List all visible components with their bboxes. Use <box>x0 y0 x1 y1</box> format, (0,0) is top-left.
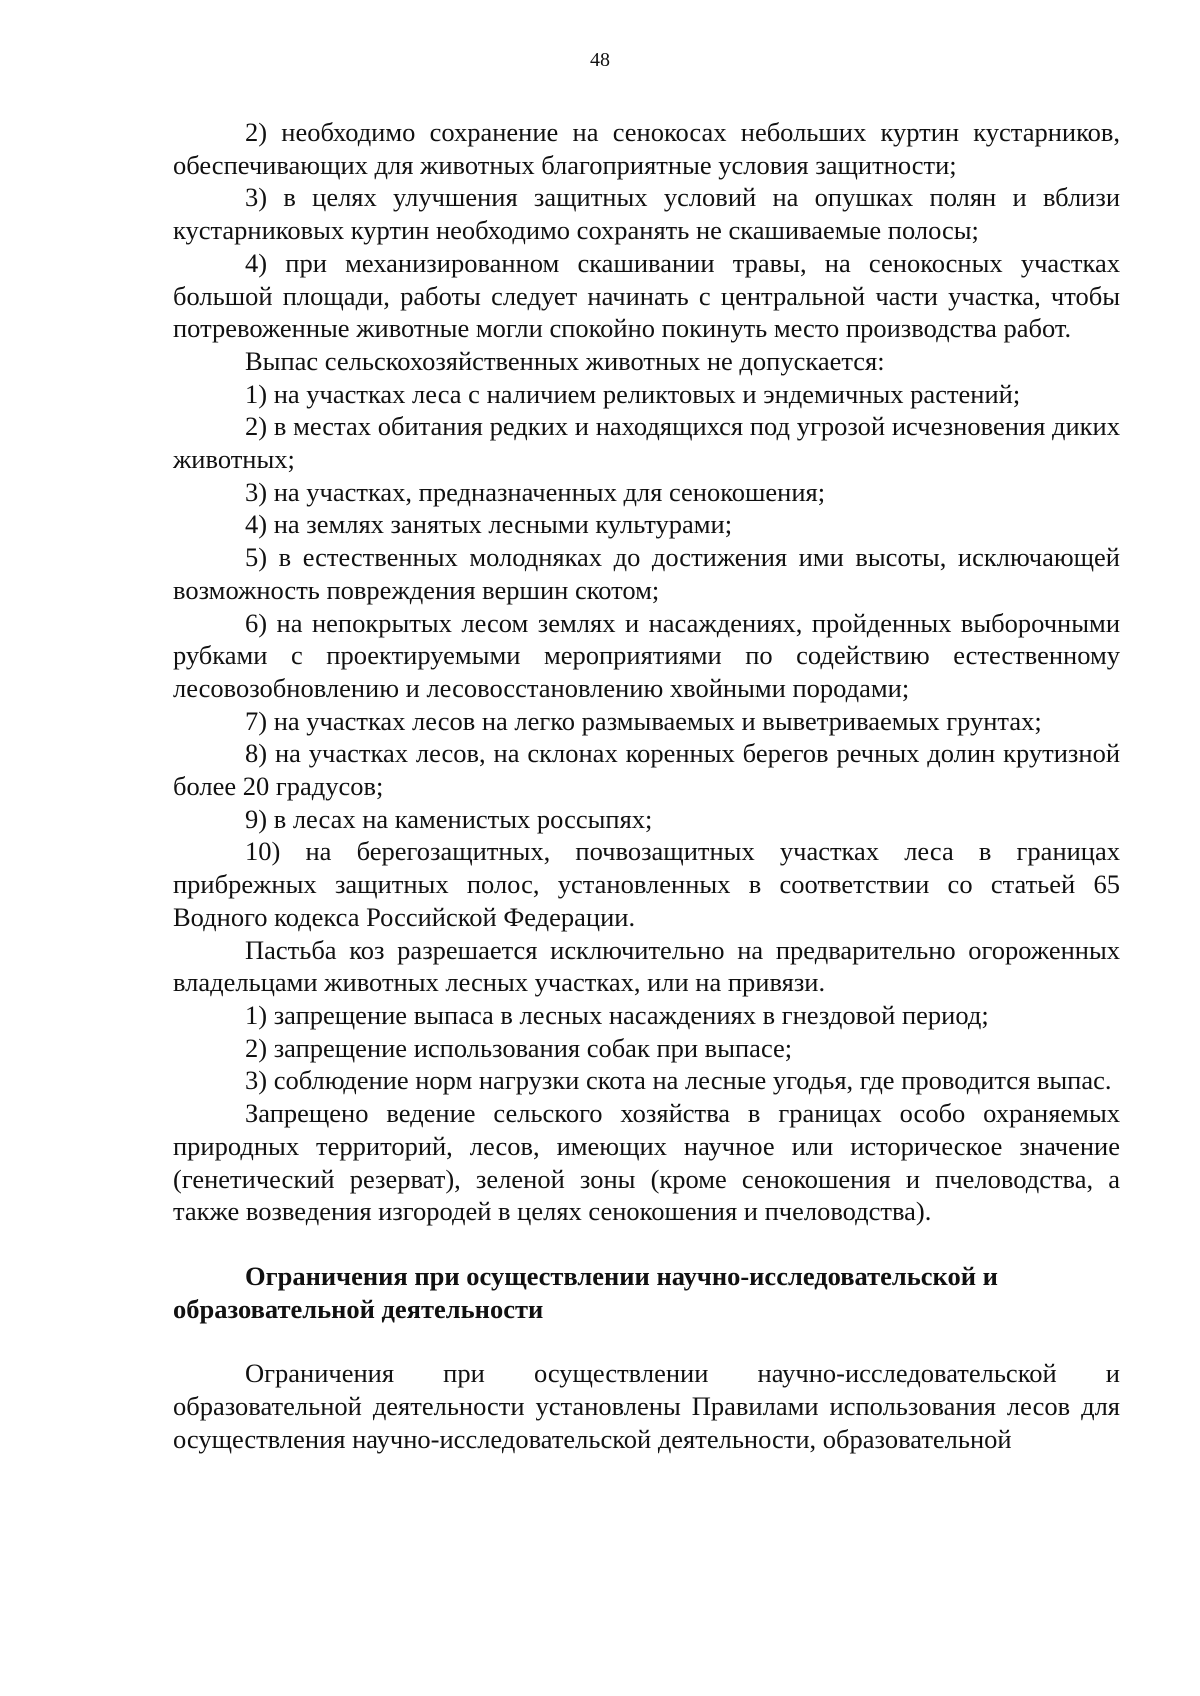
list-item: 2) запрещение использования собак при выпасе; <box>245 1032 793 1063</box>
list-item: 8) на участках лесов, на склонах коренных берегов речных долин крутизной более 20 градусов; <box>173 738 1120 802</box>
paragraph: Пастьба коз разрешается исключительно на предварительно огороженных владельцами животных лесных участках, или на привязи. <box>173 934 1120 998</box>
list-item: 1) запрещение выпаса в лесных насаждениях в гнездовой период; <box>245 999 989 1030</box>
paragraph: 4) при механизированном скашивании травы, на сенокосных участках большой площади, работы следует начинать с центральной части участка, чтобы потревоженные животные могли спокойно покинуть место производства работ. <box>173 247 1120 344</box>
list-item: 1) на участках леса с наличием реликтовых и эндемичных растений; <box>245 378 1021 409</box>
paragraph: Ограничения при осуществлении научно-исследовательской и образовательной деятельности установлены Правилами использования лесов для осуществления научно-исследовательской деятельности, образовательной <box>173 1358 1120 1454</box>
list-item: 2) в местах обитания редких и находящихся под угрозой исчезновения диких животных; <box>173 411 1120 475</box>
list-item: 5) в естественных молодняках до достижения ими высоты, исключающей возможность повреждения вершин скотом; <box>173 542 1120 605</box>
list-item: 4) на землях занятых лесными культурами; <box>245 509 733 540</box>
section-heading: Ограничения при осуществлении научно-исследовательской и образовательной деятельности <box>173 1260 998 1324</box>
list-item: 7) на участках лесов на легко размываемых и выветриваемых грунтах; <box>245 705 1042 736</box>
list-item: 3) на участках, предназначенных для сенокошения; <box>245 476 826 507</box>
paragraph: 2) необходимо сохранение на сенокосах небольших куртин кустарников, обеспечивающих для животных благоприятные условия защитности; <box>173 117 1120 180</box>
paragraph: Запрещено ведение сельского хозяйства в границах особо охраняемых природных территорий, лесов, имеющих научное или историческое значение (генетический резерват), зеленой зоны (кроме сенокошения и пчеловодства, а также возведения изгородей в целях сенокошения и пчеловодства). <box>173 1098 1120 1227</box>
list-item: 3) соблюдение норм нагрузки скота на лесные угодья, где проводится выпас. <box>245 1065 1112 1096</box>
list-item: 9) в лесах на каменистых россыпях; <box>245 803 653 834</box>
paragraph: 3) в целях улучшения защитных условий на опушках полян и вблизи кустарниковых куртин необходимо сохранять не скашиваемые полосы; <box>173 182 1120 246</box>
list-item: 6) на непокрытых лесом землях и насаждениях, пройденных выборочными рубками с проектируемыми мероприятиями по содействию естественному лесовозобновлению и лесовосстановлению хвойными породами; <box>173 607 1120 703</box>
list-item: 10) на берегозащитных, почвозащитных участках леса в границах прибрежных защитных полос, установленных в соответствии со статьей 65 Водного кодекса Российской Федерации. <box>173 836 1120 932</box>
page-content <box>173 116 1120 1455</box>
paragraph: Выпас сельскохозяйственных животных не допускается: <box>245 345 885 376</box>
page-number: 48 <box>590 49 610 71</box>
